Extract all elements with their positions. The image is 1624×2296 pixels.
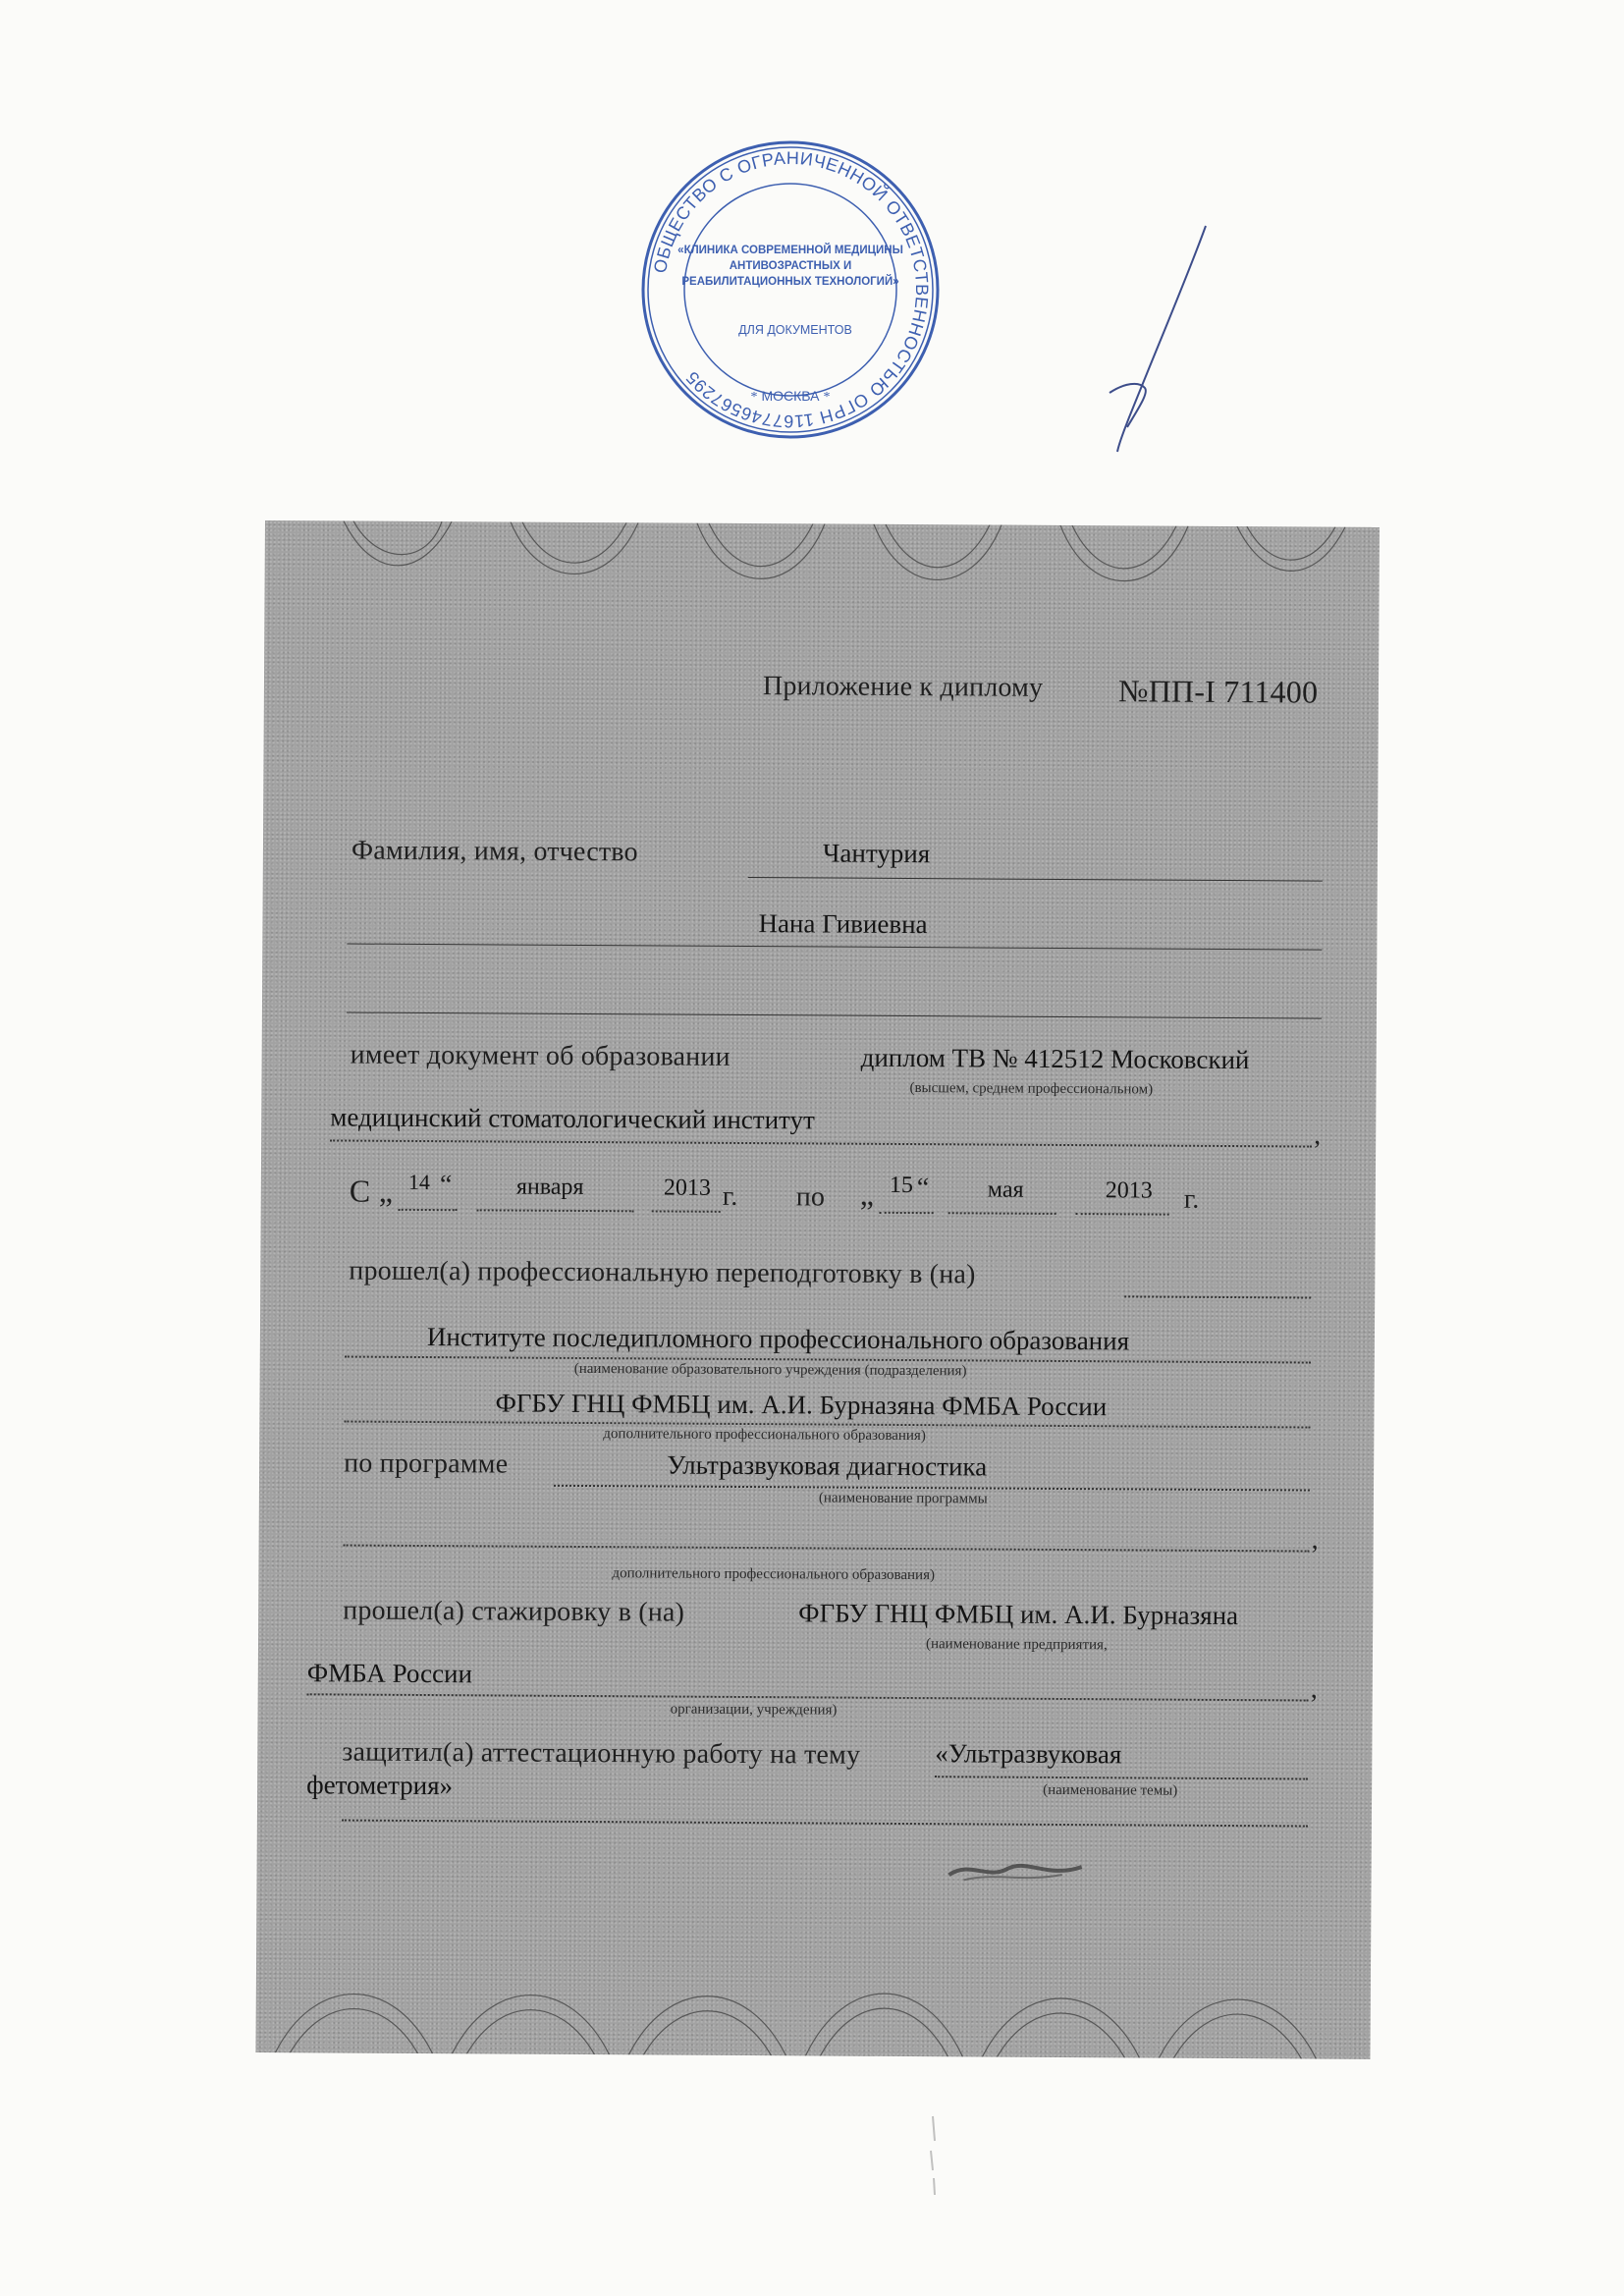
top-ornament	[264, 520, 1380, 635]
period-from-day-line	[399, 1209, 458, 1211]
period-year-suffix: г.	[722, 1180, 738, 1212]
period-from-day: 14	[407, 1169, 430, 1195]
fio-name: Нана Гивиевна	[758, 908, 928, 940]
thesis-dotted-line-2	[342, 1820, 1308, 1828]
period-from-day-open: „	[378, 1173, 394, 1209]
retraining-label: прошел(а) профессиональную переподготовку в (на)	[349, 1255, 976, 1290]
internship-value-line1: ФГБУ ГНЦ ФМБЦ им. А.И. Бурназяна	[798, 1598, 1239, 1631]
fio-surname: Чантурия	[822, 838, 931, 869]
internship-comma: ,	[1310, 1673, 1319, 1705]
retraining-hint-2: дополнительного профессионального образования)	[603, 1426, 926, 1445]
program-hint-1: (наименование программы	[818, 1490, 988, 1507]
stamp-center-line4: ДЛЯ ДОКУМЕНТОВ	[738, 323, 852, 337]
handwritten-signature	[1070, 206, 1218, 462]
period-to-day-line	[880, 1212, 934, 1214]
stamp-center-line1: «КЛИНИКА СОВРЕМЕННОЙ МЕДИЦИНЫ	[677, 245, 903, 256]
retraining-dotted-line-1	[1124, 1295, 1311, 1298]
thesis-value-line2: фетометрия»	[306, 1770, 454, 1801]
diploma-number: №ПП-I 711400	[1117, 673, 1319, 710]
fio-line-2	[347, 944, 1322, 951]
fio-line-3	[347, 1012, 1322, 1019]
program-dotted-line-2	[344, 1545, 1310, 1553]
retraining-institution-line1: Институте последипломного профессионального образования	[426, 1322, 1130, 1356]
period-from-day-close: “	[439, 1170, 453, 1201]
period-to-word: по	[795, 1181, 826, 1213]
education-hint: (высшем, среднем профессиональном)	[909, 1080, 1154, 1098]
stamp-city: МОСКВА	[761, 388, 820, 404]
period-to-month: мая	[987, 1176, 1024, 1203]
period-to-month-line	[948, 1212, 1056, 1215]
program-value: Ультразвуковая диагностика	[667, 1449, 988, 1482]
period-to-year: 2013	[1105, 1177, 1153, 1204]
education-dotted-line	[330, 1139, 1312, 1147]
period-from-prefix: С	[349, 1173, 371, 1209]
organization-stamp	[638, 137, 943, 442]
thesis-hint: (наименование темы)	[1043, 1781, 1178, 1799]
thesis-value-line1: «Ультразвуковая	[935, 1738, 1122, 1770]
internship-hint-1: (наименование предприятия,	[925, 1636, 1108, 1654]
program-comma: ,	[1311, 1524, 1319, 1556]
period-to-day: 15	[889, 1172, 913, 1199]
internship-label: прошел(а) стажировку в (на)	[343, 1595, 685, 1628]
education-value-line1: диплом ТВ № 412512 Московский	[860, 1042, 1250, 1075]
fio-line-1	[748, 877, 1323, 882]
retraining-hint-1: (наименование образовательного учреждения (подразделения)	[573, 1360, 967, 1380]
fio-label: Фамилия, имя, отчество	[351, 835, 638, 868]
period-to-day-close: “	[916, 1173, 930, 1204]
period-to-day-open: „	[859, 1175, 875, 1212]
thesis-label: защитил(а) аттестационную работу на тему	[342, 1736, 861, 1771]
period-from-year: 2013	[663, 1175, 711, 1201]
period-year-suffix-2: г.	[1183, 1183, 1200, 1215]
internship-dotted-line	[307, 1693, 1309, 1701]
stamp-center-line3: РЕАБИЛИТАЦИОННЫХ ТЕХНОЛОГИЙ»	[681, 276, 899, 288]
internship-hint-2: организации, учреждения)	[670, 1701, 838, 1719]
program-hint-2: дополнительного профессионального образования)	[612, 1565, 936, 1584]
scan-artifact-marks	[913, 2111, 952, 2200]
stamp-center-line2: АНТИВОЗРАСТНЫХ И	[729, 260, 852, 272]
thesis-dotted-line-1	[935, 1776, 1308, 1779]
stamp-star-right-icon: *	[823, 390, 831, 405]
stamp-graphic	[638, 137, 943, 442]
stamp-star-left-icon: *	[750, 390, 758, 405]
education-label: имеет документ об образовании	[350, 1039, 731, 1072]
education-value-line2: медицинский стоматологический институт	[330, 1102, 815, 1135]
period-to-year-line	[1076, 1213, 1169, 1216]
bottom-ornament	[255, 1944, 1371, 2059]
program-label: по программе	[344, 1448, 509, 1480]
internship-value-line2: ФМБА России	[306, 1658, 473, 1689]
period-from-month-line	[477, 1209, 634, 1212]
smudged-signature-mark	[944, 1850, 1091, 1890]
education-comma: ,	[1314, 1120, 1322, 1151]
appendix-title: Приложение к диплому	[762, 671, 1044, 703]
stamp-ring-text: ОБЩЕСТВО С ОГРАНИЧЕННОЙ ОТВЕТСТВЕННОСТЬЮ ОГРН 1167746567295	[650, 147, 933, 432]
period-from-year-line	[652, 1210, 721, 1212]
period-from-month: января	[515, 1174, 584, 1200]
retraining-institution-line2: ФГБУ ГНЦ ФМБЦ им. А.И. Бурназяна ФМБА России	[495, 1388, 1108, 1422]
diploma-appendix-sheet	[255, 520, 1380, 2059]
